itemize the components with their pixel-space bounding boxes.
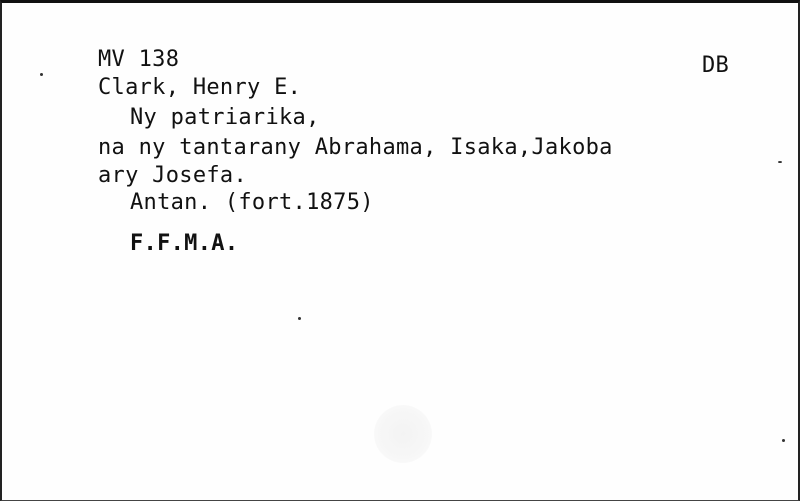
call-number: MV 138: [98, 47, 180, 72]
imprint: Antan. (fort.1875): [130, 190, 374, 215]
author-name: Clark, Henry E.: [98, 75, 302, 100]
paper-smudge: [374, 405, 432, 463]
holding-location: F.F.M.A.: [130, 231, 239, 256]
paper-speck: [40, 73, 43, 76]
collection-code: DB: [702, 53, 730, 78]
paper-speck: [778, 161, 782, 163]
paper-speck: [298, 317, 301, 320]
book-title: Ny patriarika,: [130, 105, 320, 130]
paper-speck: [782, 439, 785, 442]
subtitle-line-1: na ny tantarany Abrahama, Isaka,Jakoba: [98, 135, 613, 160]
subtitle-line-2: ary Josefa.: [98, 163, 247, 188]
